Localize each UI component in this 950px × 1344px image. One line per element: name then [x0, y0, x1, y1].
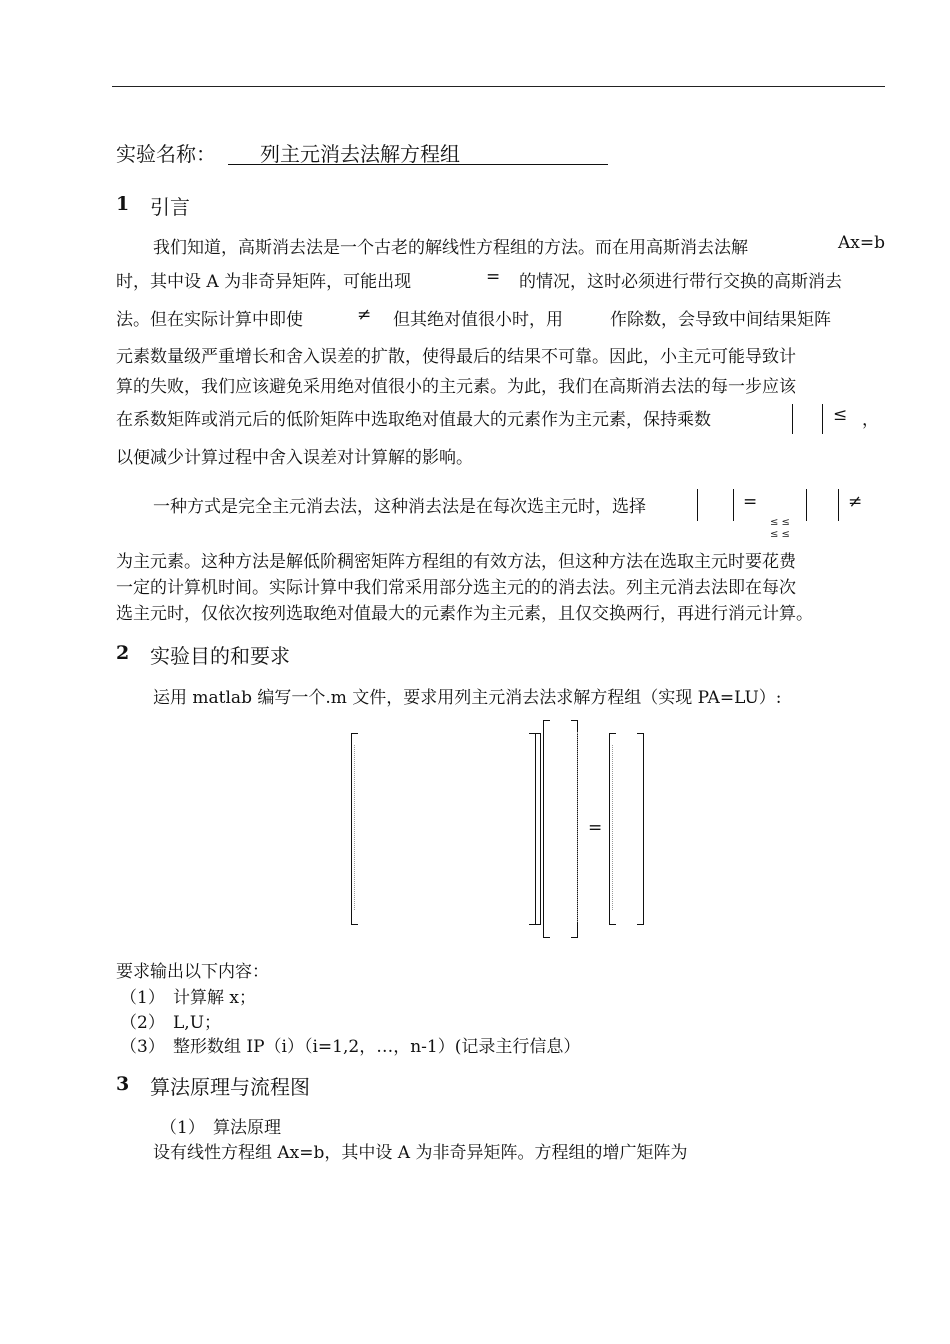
s1-line-3b: 但其绝对值很小时，用: [393, 310, 563, 330]
experiment-name-label: 实验名称：: [116, 142, 216, 166]
s1-line-1: 我们知道，高斯消去法是一个古老的解线性方程组的方法。而在用高斯消去法解: [153, 238, 748, 258]
section3-line: 设有线性方程组 Ax=b，其中设 A 为非奇异矩阵。方程组的增广矩阵为: [153, 1143, 688, 1163]
section1-heading: 引言: [150, 195, 190, 219]
matrix-a-left-dots: [354, 745, 355, 910]
vector-b-right-bracket: [637, 733, 644, 925]
s1-para2-line-1: 一种方式是完全主元消去法，这种消去法是在每次选主元时，选择: [153, 497, 646, 517]
output-item-3-text: 整形数组 IP（i）（i=1,2，…，n-1）(记录主行信息）: [173, 1037, 581, 1057]
s1-line-6: 在系数矩阵或消元后的低阶矩阵中选取绝对值最大的元素作为主元素，保持乘数: [116, 410, 711, 430]
s1-line-4: 元素数量级严重增长和舍入误差的扩散，使得最后的结果不可靠。因此，小主元可能导致计: [116, 347, 796, 367]
s1-line-6-comma: ，: [862, 410, 879, 430]
abs-bar-right: [822, 404, 823, 434]
abs-bar-b: [733, 489, 734, 521]
s1-line-7: 以便减少计算过程中舍入误差对计算解的影响。: [116, 448, 473, 468]
output-item-2-text: L,U；: [173, 1013, 222, 1033]
abs-bar-a: [697, 489, 698, 521]
s1-line-3c: 作除数，会导致中间结果矩阵: [610, 310, 831, 330]
s1-line-5: 算的失败，我们应该避免采用绝对值很小的主元素。为此，我们在高斯消去法的每一步应该: [116, 377, 796, 397]
s1-line-2a: 时，其中设 A 为非奇异矩阵，可能出现: [116, 272, 412, 292]
vector-x-dots: [577, 732, 578, 922]
s1-para2-equals: =: [743, 492, 758, 512]
matrix-equals: =: [588, 818, 603, 838]
section3-heading: 算法原理与流程图: [150, 1075, 310, 1099]
s1-line-2-equals: =: [486, 267, 501, 287]
s1-line-6-leq: ≤: [833, 405, 848, 425]
output-item-2-marker: （2）: [120, 1013, 165, 1033]
section2-number: 2: [116, 642, 130, 664]
matrix-a-right-bracket-outer: [534, 733, 541, 925]
section3-sub-text: 算法原理: [213, 1118, 281, 1138]
s1-line-3-neq: ≠: [357, 305, 372, 325]
section1-number: 1: [116, 193, 130, 215]
section3-number: 3: [116, 1073, 130, 1095]
section2-intro: 运用 matlab 编写一个.m 文件，要求用列主元消去法求解方程组（实现 PA=LU）:: [153, 688, 782, 708]
s1-line-2b: 的情况，这时必须进行带行交换的高斯消去: [519, 272, 842, 292]
vector-x-left-bracket: [543, 720, 550, 938]
s1-para2-neq: ≠: [848, 492, 863, 512]
output-item-1-text: 计算解 x；: [173, 988, 256, 1008]
s1-line-3a: 法。但在实际计算中即使: [116, 310, 303, 330]
s1-para2-line-3: 一定的计算机时间。实际计算中我们常采用部分选主元的的消去法。列主元消去法即在每次: [116, 578, 796, 598]
experiment-name-value: 列主元消去法解方程组: [228, 138, 608, 165]
section3-sub-marker: （1）: [160, 1118, 205, 1138]
s1-para2-line-2: 为主元素。这种方法是解低阶稠密矩阵方程组的有效方法，但这种方法在选取主元时要花费: [116, 552, 796, 572]
abs-bar-d: [838, 489, 839, 521]
abs-bar-c: [806, 489, 807, 521]
subscript-range-1: ≤ ≤: [770, 517, 790, 528]
header-rule: [112, 86, 885, 87]
subscript-range-2: ≤ ≤: [770, 529, 790, 540]
abs-bar-left: [792, 404, 793, 434]
output-title: 要求输出以下内容：: [116, 962, 269, 982]
output-item-3-marker: （3）: [120, 1037, 165, 1057]
section2-heading: 实验目的和要求: [150, 644, 290, 668]
s1-line-1-eq: Ax=b: [838, 233, 885, 253]
output-item-1-marker: （1）: [120, 988, 165, 1008]
s1-para2-line-4: 选主元时，仅依次按列选取绝对值最大的元素作为主元素，且仅交换两行，再进行消元计算。: [116, 604, 813, 624]
vector-b-dots: [612, 745, 613, 910]
